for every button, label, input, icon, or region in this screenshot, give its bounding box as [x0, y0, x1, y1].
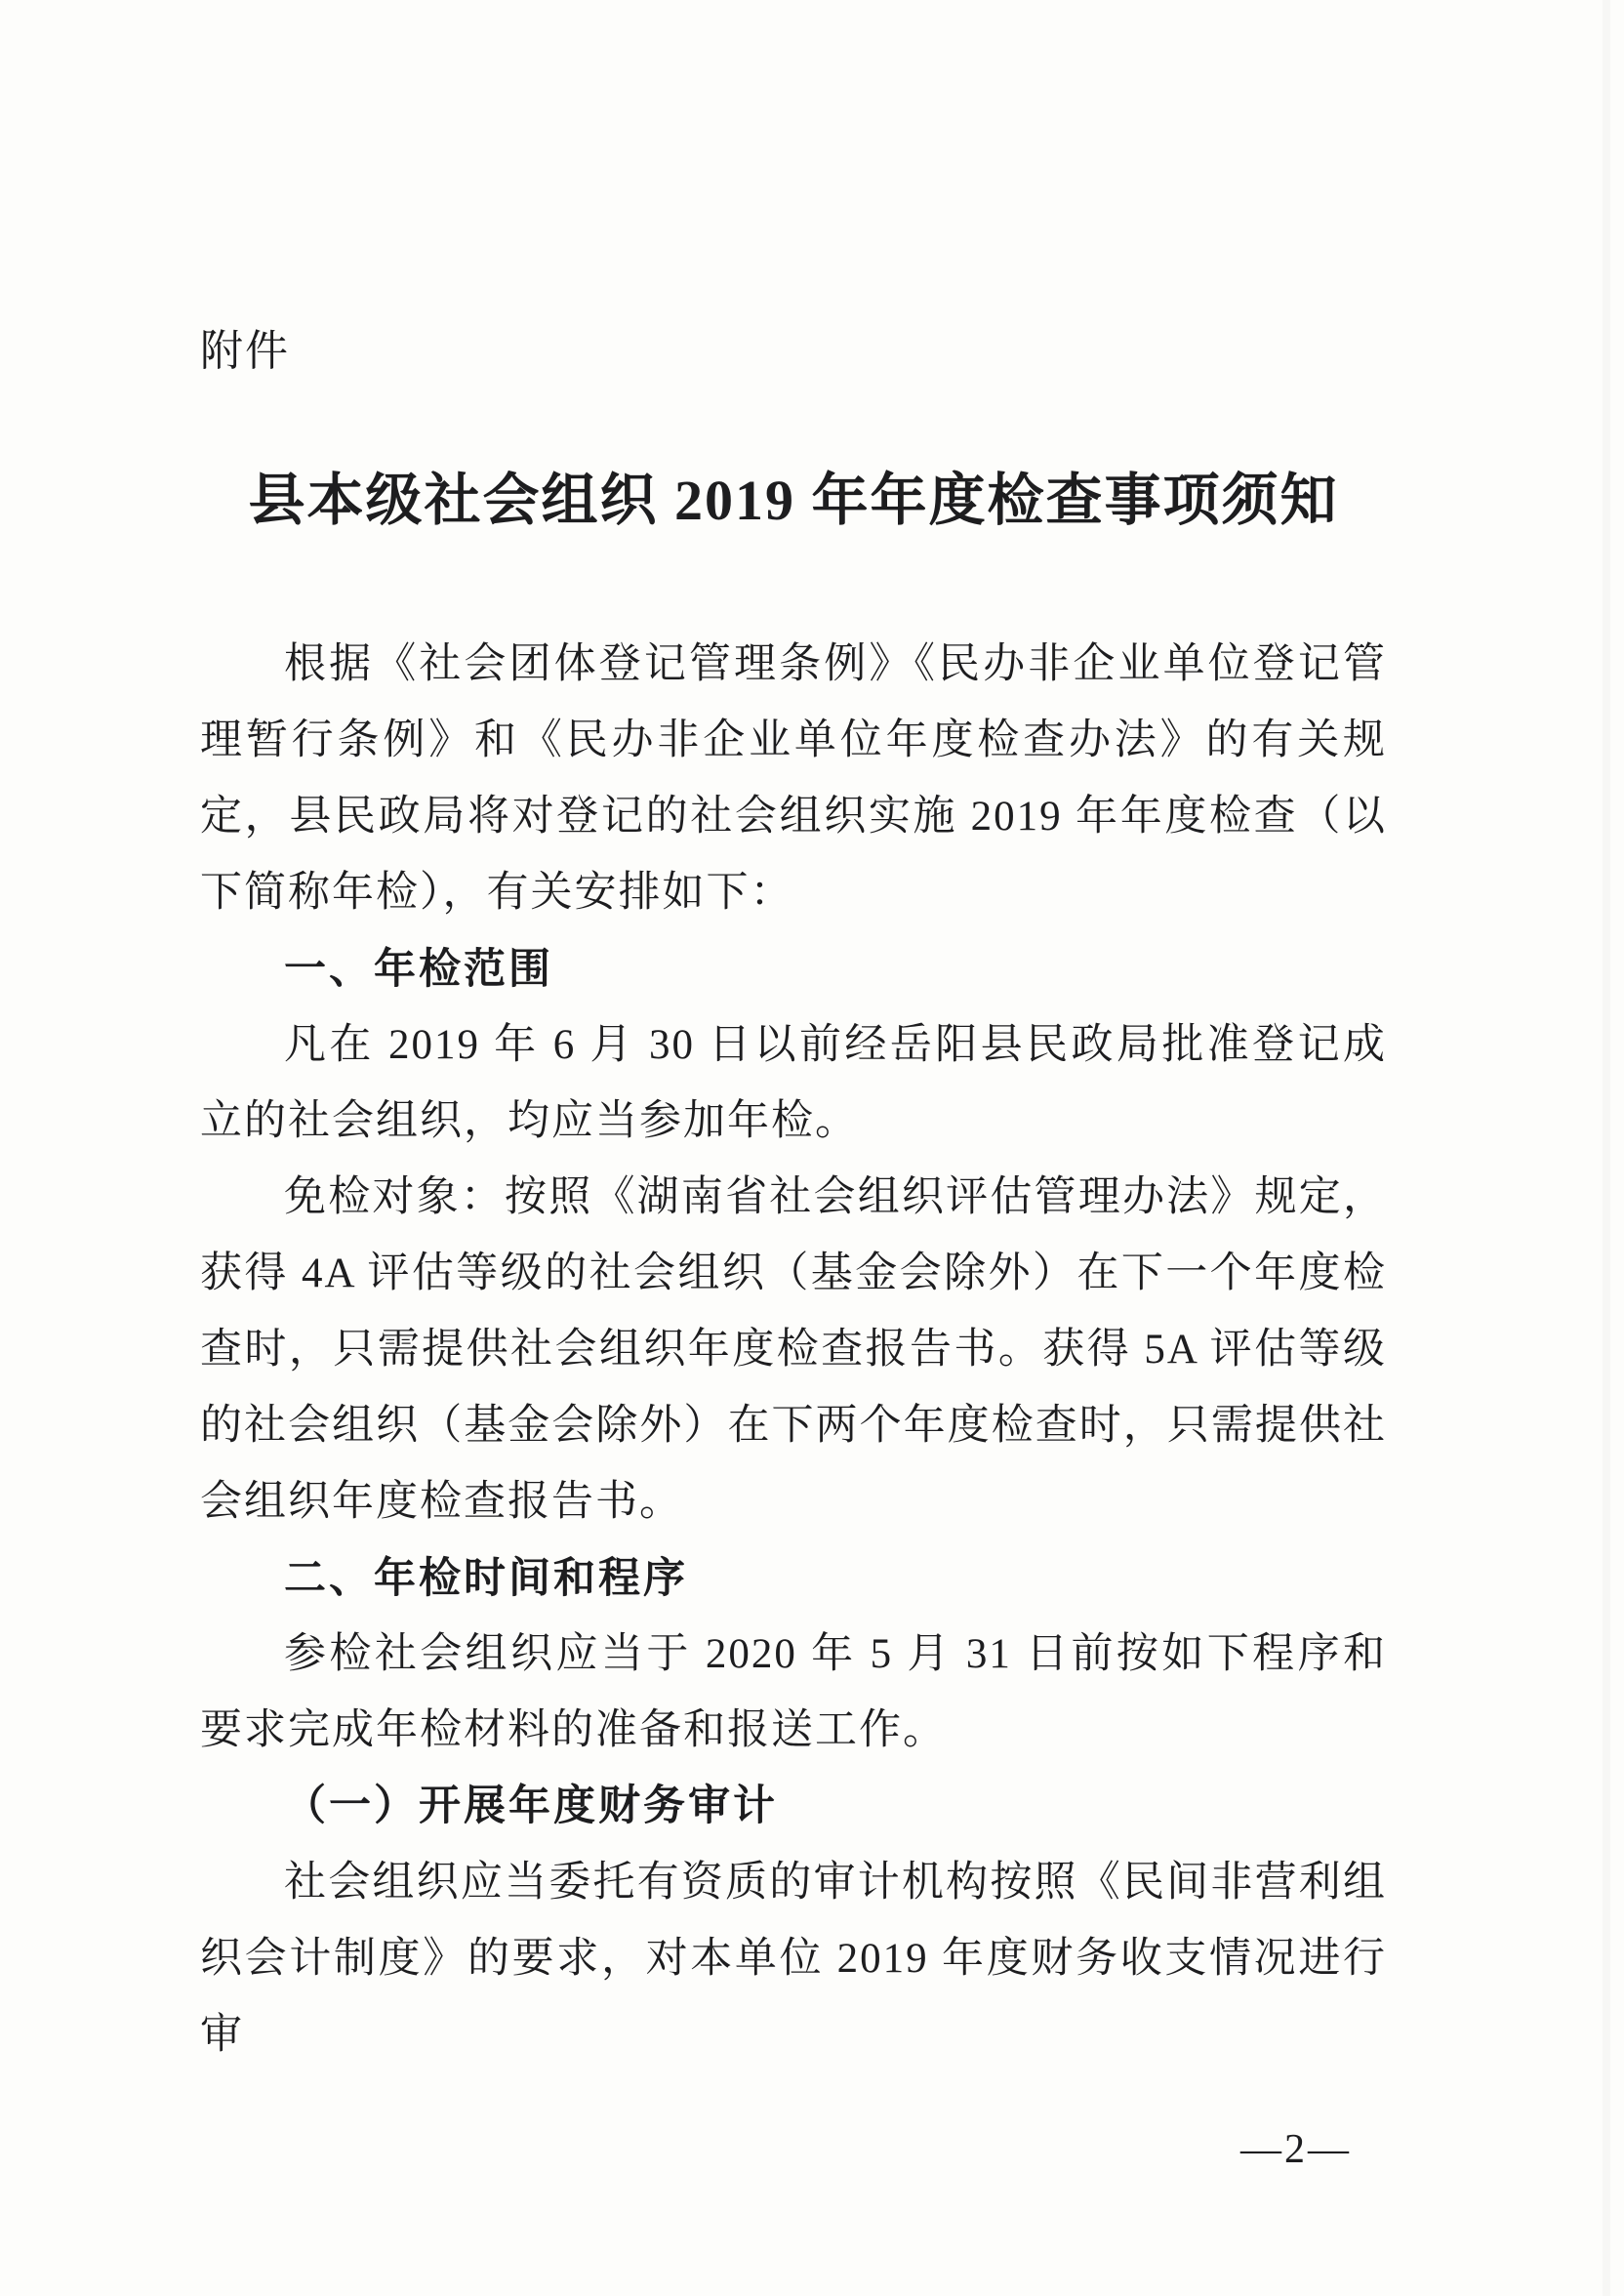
document-body	[200, 627, 1387, 2073]
section-heading-2: 二、年检时间和程序	[284, 1555, 688, 1602]
section-heading-1: 一、年检范围	[284, 946, 553, 993]
paragraph-audit: 社会组织应当委托有资质的审计机构按照《民间非营利组织会计制度》的要求，对本单位 2019 年度财务收支情况进行审	[200, 1860, 1387, 2058]
scan-artifact	[1603, 0, 1610, 2296]
paragraph-scope: 凡在 2019 年 6 月 30 日以前经岳阳县民政局批准登记成立的社会组织，均应当参加年检。	[200, 1022, 1387, 1144]
subsection-heading-1: （一）开展年度财务审计	[284, 1784, 778, 1829]
document-title: 县本级社会组织 2019 年年度检查事项须知	[248, 469, 1339, 532]
paragraph-intro: 根据《社会团体登记管理条例》《民办非企业单位登记管理暂行条例》和《民办非企业单位年度检查办法》的有关规定，县民政局将对登记的社会组织实施 2019 年年度检查（以下简称年检），有关安排如下：	[200, 641, 1387, 916]
page-number: —2—	[1240, 2127, 1352, 2172]
paragraph-exemption: 免检对象：按照《湖南省社会组织评估管理办法》规定，获得 4A 评估等级的社会组织（基金会除外）在下一个年度检查时，只需提供社会组织年度检查报告书。获得 5A 评估等级的社会组织（基金会除外）在下两个年度检查时，只需提供社会组织年度检查报告书。	[200, 1174, 1387, 1525]
attachment-label: 附件	[200, 327, 290, 375]
document-content	[200, 322, 1387, 2073]
paragraph-deadline: 参检社会组织应当于 2020 年 5 月 31 日前按如下程序和要求完成年检材料的准备和报送工作。	[200, 1631, 1387, 1753]
